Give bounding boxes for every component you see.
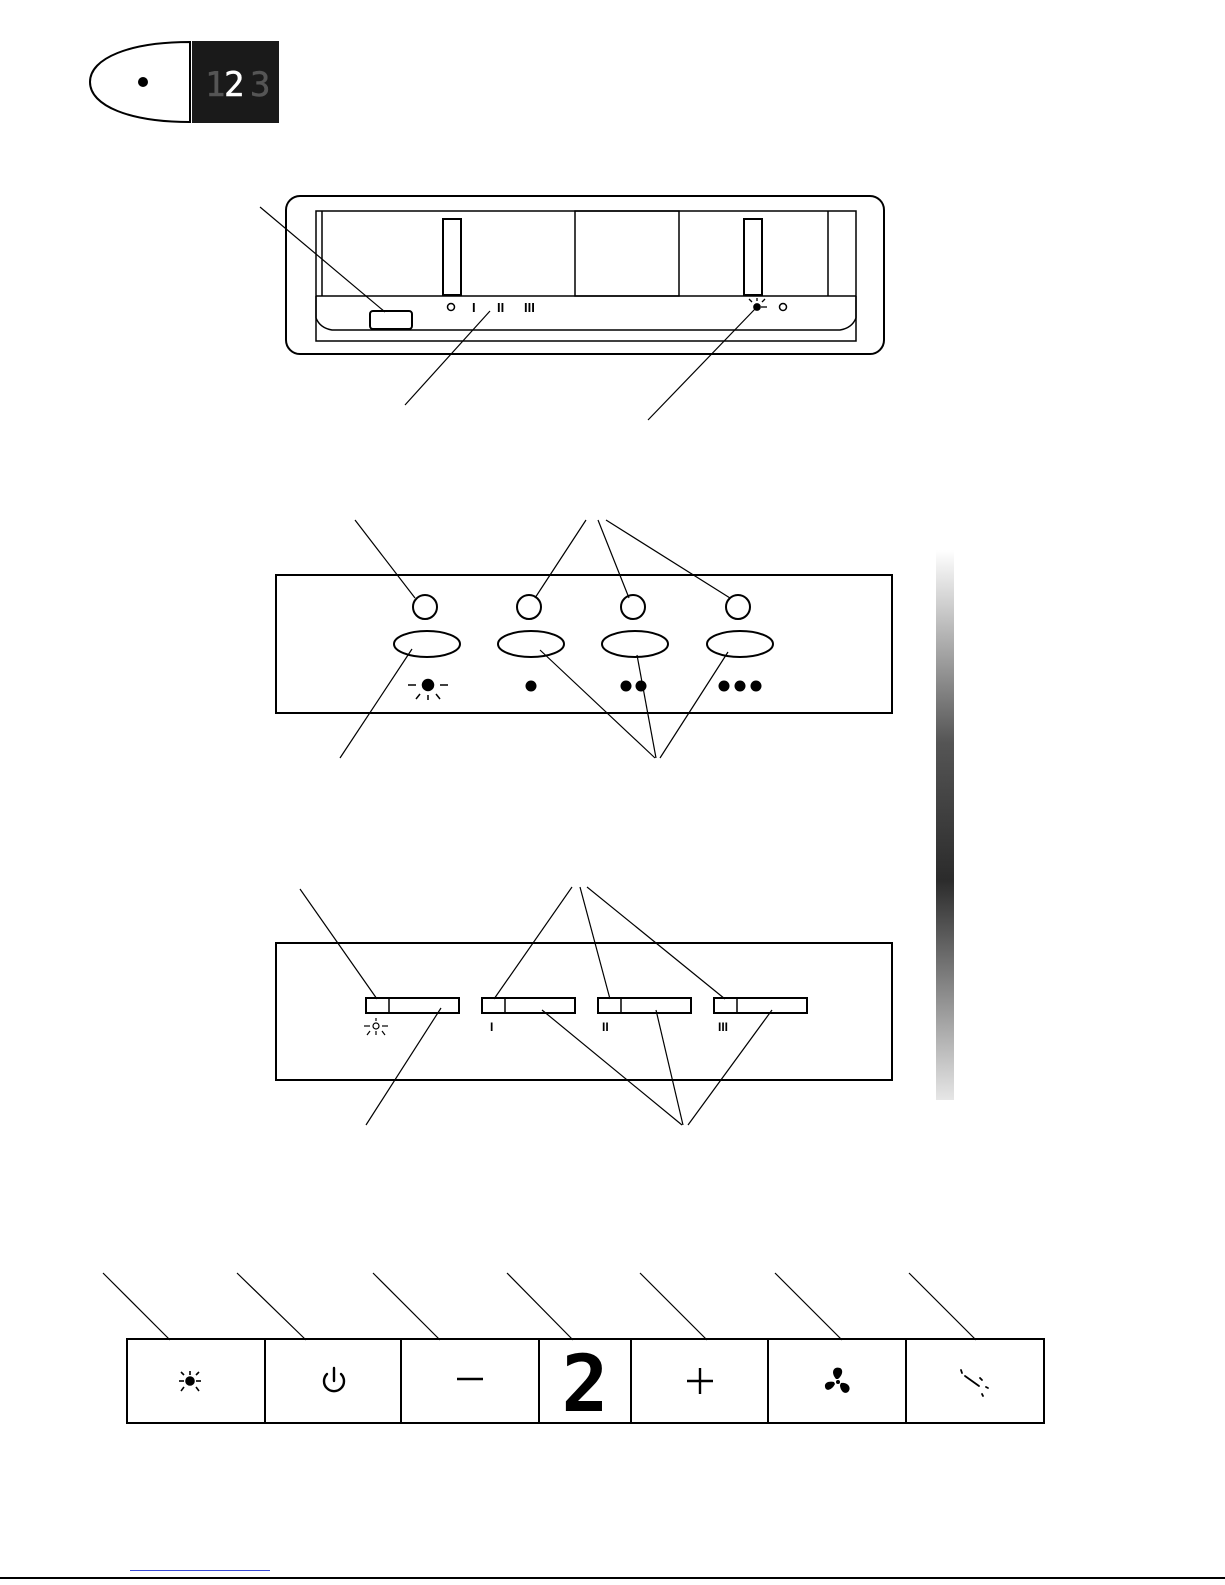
speed-1-dot-icon <box>526 681 537 692</box>
speed-1-button[interactable] <box>498 631 564 657</box>
badge-control <box>90 41 279 123</box>
bar-speed-1-label: I <box>490 1020 494 1034</box>
bar-speed-2-label: II <box>602 1020 609 1034</box>
badge-dot-icon <box>138 77 148 87</box>
speed-mark-3: III <box>524 300 535 315</box>
led-speed-2 <box>621 595 645 619</box>
bar-light-symbol-icon <box>364 1018 388 1035</box>
light-slider-knob[interactable] <box>744 219 762 295</box>
light-off-mark <box>780 304 787 311</box>
led-speed-3 <box>726 595 750 619</box>
button-panel <box>276 575 892 713</box>
badge-digit-2: 2 <box>224 65 245 105</box>
speed-2-button[interactable] <box>602 631 668 657</box>
bar-button-panel <box>276 943 892 1080</box>
footer-rule <box>0 1577 1225 1579</box>
slider-panel-center-window <box>575 211 679 296</box>
touch-timer-button[interactable] <box>907 1340 1043 1422</box>
bar-speed-2-button[interactable] <box>598 998 691 1013</box>
badge-digit-1: 1 <box>205 65 226 105</box>
slider-panel <box>286 196 884 354</box>
speed-mark-2: II <box>497 300 505 315</box>
footer-link-underline <box>130 1570 270 1571</box>
light-button[interactable] <box>394 631 460 657</box>
speed-mark-1: I <box>472 300 476 315</box>
bar-panel-callouts <box>300 887 772 1125</box>
light-mark-icon <box>749 298 767 310</box>
speed-slider-knob[interactable] <box>443 219 461 295</box>
led-speed-1 <box>517 595 541 619</box>
speed-2-dot-icon <box>621 681 632 692</box>
slider-panel-callouts <box>260 207 755 420</box>
side-section-bar <box>936 550 954 1100</box>
light-symbol-icon <box>408 680 448 701</box>
speed-3-button[interactable] <box>707 631 773 657</box>
filter-indicator-button[interactable] <box>370 311 412 329</box>
badge-digit-3: 3 <box>250 65 271 105</box>
bar-light-button[interactable] <box>366 998 459 1013</box>
touch-display-digit: 2 <box>561 1340 609 1430</box>
bar-speed-3-button[interactable] <box>714 998 807 1013</box>
speed-3-dot-icon <box>719 681 730 692</box>
bar-panel-frame <box>276 943 892 1080</box>
bar-speed-3-label: III <box>718 1020 729 1034</box>
button-panel-frame <box>276 575 892 713</box>
button-panel-callouts <box>340 520 730 758</box>
bar-speed-1-button[interactable] <box>482 998 575 1013</box>
led-light <box>413 595 437 619</box>
speed-off-mark <box>448 304 455 311</box>
touch-bar-callouts <box>103 1273 976 1340</box>
touch-minus-button[interactable] <box>402 1340 538 1422</box>
